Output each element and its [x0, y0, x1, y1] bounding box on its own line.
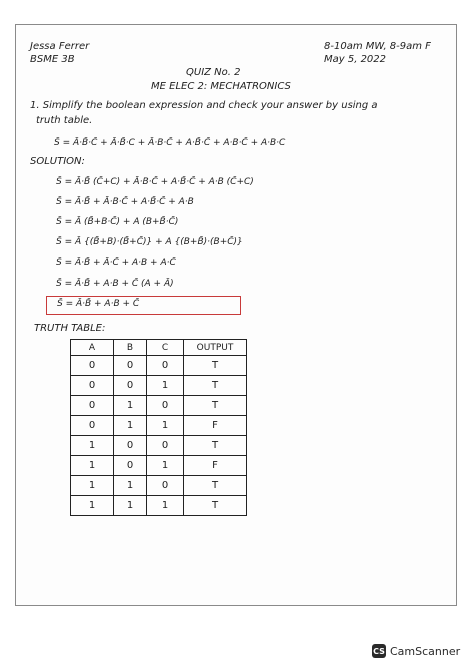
cell-b: 0 — [114, 356, 147, 376]
solution-step-3: S̄ = Ā (B̄+B·C̄) + A (B+B̄·C̄) — [56, 217, 179, 227]
cell-b: 1 — [114, 476, 147, 496]
cell-c: 0 — [147, 396, 184, 416]
cell-a: 1 — [71, 456, 114, 476]
cell-c: 1 — [147, 416, 184, 436]
table-row — [71, 356, 247, 376]
cell-output: F — [184, 456, 247, 476]
cell-c: 0 — [147, 436, 184, 456]
table-row — [71, 456, 247, 476]
cell-b: 1 — [114, 416, 147, 436]
cell-a: 0 — [71, 396, 114, 416]
problem-line-1: 1. Simplify the boolean expression and check your answer by using a — [30, 100, 378, 111]
table-row — [71, 376, 247, 396]
final-answer: S̄ = Ā·B̄ + A·B + C̄ — [57, 299, 140, 309]
cell-b: 1 — [114, 496, 147, 516]
problem-line-2: truth table. — [36, 115, 93, 126]
class-schedule: 8-10am MW, 8-9am F — [324, 41, 431, 52]
table-row — [71, 416, 247, 436]
cell-c: 1 — [147, 376, 184, 396]
solution-label: SOLUTION: — [30, 156, 85, 167]
cell-output: T — [184, 476, 247, 496]
quiz-number: QUIZ No. 2 — [186, 67, 241, 78]
truth-table-label: TRUTH TABLE: — [34, 323, 106, 334]
cell-a: 0 — [71, 416, 114, 436]
header-b: B — [114, 340, 147, 356]
cell-b: 1 — [114, 396, 147, 416]
cell-output: T — [184, 496, 247, 516]
cell-a: 1 — [71, 476, 114, 496]
student-name: Jessa Ferrer — [30, 41, 90, 52]
cell-c: 0 — [147, 356, 184, 376]
truth-table — [70, 339, 247, 516]
cell-b: 0 — [114, 456, 147, 476]
header-output: OUTPUT — [184, 340, 247, 356]
given-expression: S̄ = Ā·B̄·C̄ + Ā·B̄·C + Ā·B·C̄ + A·B̄·C̄ + A·B·C̄ + A·B·C — [54, 138, 286, 148]
cell-b: 0 — [114, 436, 147, 456]
table-row — [71, 496, 247, 516]
cell-c: 0 — [147, 476, 184, 496]
cell-a: 0 — [71, 376, 114, 396]
camscanner-name: CamScanner — [390, 644, 461, 658]
paper-sheet — [15, 24, 457, 606]
header-a: A — [71, 340, 114, 356]
table-row — [71, 476, 247, 496]
solution-step-1: S̄ = Ā·B̄ (C̄+C) + Ā·B·C̄ + A·B̄·C̄ + A·B (C̄+C) — [56, 177, 254, 187]
cell-output: T — [184, 436, 247, 456]
cell-b: 0 — [114, 376, 147, 396]
final-answer-box — [46, 296, 241, 315]
cell-a: 1 — [71, 436, 114, 456]
cell-output: T — [184, 396, 247, 416]
cell-output: T — [184, 376, 247, 396]
header-c: C — [147, 340, 184, 356]
quiz-date: May 5, 2022 — [324, 54, 387, 65]
cell-a: 0 — [71, 356, 114, 376]
cell-output: T — [184, 356, 247, 376]
cell-output: F — [184, 416, 247, 436]
truth-table-header-row — [71, 340, 247, 356]
solution-step-2: S̄ = Ā·B̄ + Ā·B·C̄ + A·B̄·C̄ + A·B — [56, 197, 194, 207]
cell-a: 1 — [71, 496, 114, 516]
solution-step-4: S̄ = Ā {(B̄+B)·(B̄+C̄)} + A {(B+B̄)·(B+C̄)} — [56, 237, 243, 247]
solution-step-5: S̄ = Ā·B̄ + Ā·C̄ + A·B + A·C̄ — [56, 258, 176, 268]
solution-step-6: S̄ = Ā·B̄ + A·B + C̄ (A + Ā) — [56, 279, 174, 289]
table-row — [71, 436, 247, 456]
cell-c: 1 — [147, 496, 184, 516]
course-title: ME ELEC 2: MECHATRONICS — [151, 81, 291, 92]
camscanner-logo-icon: CS — [372, 644, 386, 658]
student-section: BSME 3B — [30, 54, 75, 65]
camscanner-watermark — [372, 644, 460, 658]
table-row — [71, 396, 247, 416]
cell-c: 1 — [147, 456, 184, 476]
